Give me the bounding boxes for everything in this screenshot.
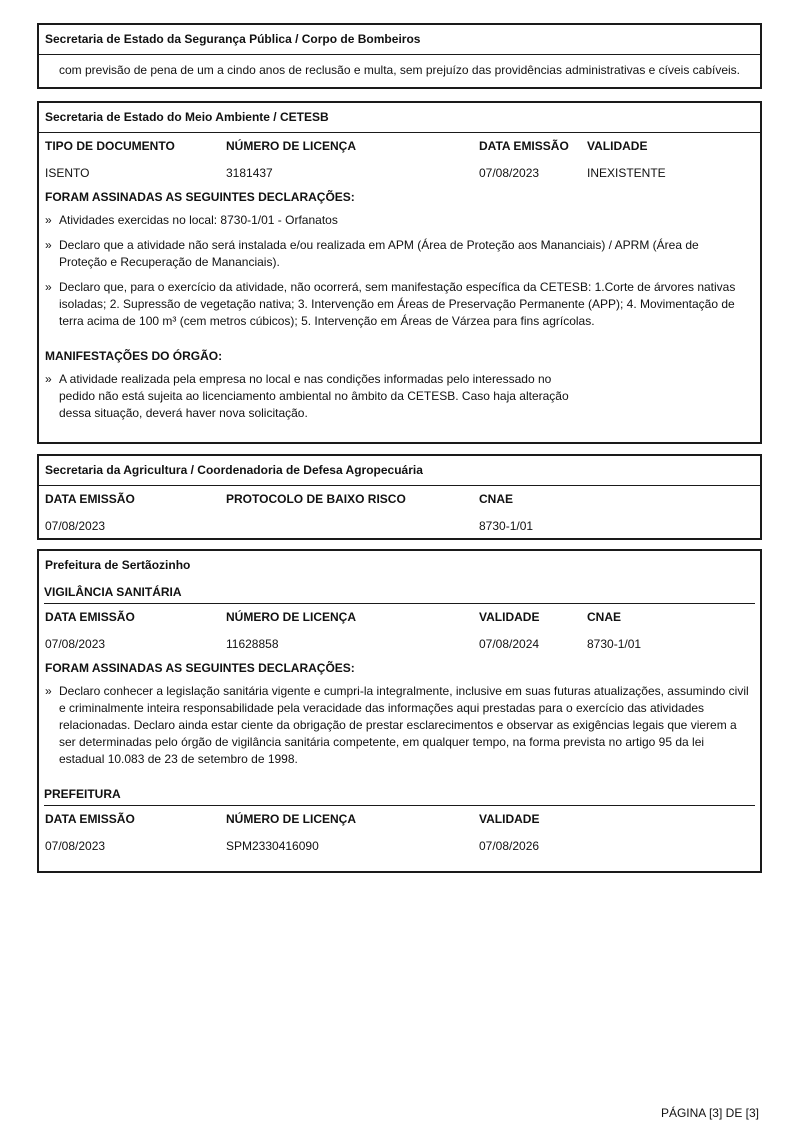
column-header: NÚMERO DE LICENÇA [226, 812, 357, 826]
section-title: Prefeitura de Sertãozinho [45, 558, 191, 572]
declaration-text: Declaro que, para o exercício da atividade, não ocorrerá, sem manifestação específica da CETESB: 1.Corte de árvores nativas isoladas; 2. Supressão de vegetação nativa; 3. Intervenção em Áreas de Preservação Permanente (APP); 4. Movimentação de terra acima de 100 m³ (cem metros cúbicos); 5. Intervenção em Áreas de Várzea para fins agrícolas. [59, 280, 736, 328]
table-header-row [39, 806, 760, 833]
subsection-title: VIGILÂNCIA SANITÁRIA [44, 580, 755, 604]
bullet-icon: » [45, 213, 52, 227]
column-header: VALIDADE [587, 139, 648, 153]
table-cell: 11628858 [226, 637, 279, 651]
bullet-icon: » [45, 238, 52, 252]
list-item [39, 212, 760, 229]
column-header: VALIDADE [479, 610, 540, 624]
table-row [39, 513, 760, 540]
column-header: NÚMERO DE LICENÇA [226, 610, 357, 624]
table-cell: 07/08/2024 [479, 637, 540, 651]
table-cell: 07/08/2023 [45, 637, 106, 651]
column-header: DATA EMISSÃO [479, 139, 569, 153]
bombeiros-section [37, 23, 762, 89]
table-cell: 07/08/2026 [479, 839, 540, 853]
declaration-text: Declaro que a atividade não será instalada e/ou realizada em APM (Área de Proteção aos Mananciais) / APRM (Área de Proteção e Recuperação de Mananciais). [59, 238, 699, 269]
column-header: CNAE [587, 610, 622, 624]
column-header: CNAE [479, 492, 514, 506]
section-title: Secretaria da Agricultura / Coordenadoria de Defesa Agropecuária [39, 456, 760, 486]
table-header-row [39, 604, 760, 631]
section-title: Secretaria de Estado do Meio Ambiente / CETESB [39, 103, 760, 133]
bullet-icon: » [45, 280, 52, 294]
list-item [39, 279, 760, 330]
table-row [39, 631, 760, 658]
declarations-label: FORAM ASSINADAS AS SEGUINTES DECLARAÇÕES: [45, 661, 355, 675]
agricultura-section [37, 454, 762, 540]
bullet-icon: » [45, 372, 52, 386]
column-header: DATA EMISSÃO [45, 812, 135, 826]
list-item [39, 237, 760, 271]
prefeitura-section [37, 549, 762, 873]
column-header: TIPO DE DOCUMENTO [45, 139, 175, 153]
declaration-text: Atividades exercidas no local: 8730-1/01 - Orfanatos [59, 213, 338, 227]
table-cell: 3181437 [226, 166, 273, 180]
page-number: PÁGINA [3] DE [3] [660, 1106, 759, 1120]
table-cell: 07/08/2023 [45, 839, 106, 853]
bombeiros-text: com previsão de pena de um a cindo anos de reclusão e multa, sem prejuízo das providências administrativas e cíveis cabíveis. [59, 63, 741, 77]
table-header-row [39, 133, 760, 160]
cetesb-section [37, 101, 762, 444]
list-item [39, 371, 579, 422]
table-header-row [39, 486, 760, 513]
column-header: PROTOCOLO DE BAIXO RISCO [226, 492, 406, 506]
bullet-icon: » [45, 684, 52, 698]
column-header: VALIDADE [479, 812, 540, 826]
table-cell: INEXISTENTE [587, 166, 666, 180]
subsection-title: PREFEITURA [44, 782, 755, 806]
manifestations-label: MANIFESTAÇÕES DO ÓRGÃO: [45, 349, 223, 363]
table-cell: 07/08/2023 [45, 519, 106, 533]
declarations-label: FORAM ASSINADAS AS SEGUINTES DECLARAÇÕES: [45, 190, 355, 204]
column-header: DATA EMISSÃO [45, 492, 135, 506]
table-cell: SPM2330416090 [226, 839, 319, 853]
table-row [39, 833, 760, 860]
declaration-text: Declaro conhecer a legislação sanitária vigente e cumpri-la integralmente, inclusive em suas futuras atualizações, assumindo civil e criminalmente inteira responsabilidade pela veracidade das informações aqui prestadas para o exercício das atividades relacionadas. Declaro ainda estar ciente da obrigação de prestar esclarecimentos e observar as exigências legais que vierem a ser determinadas pelo órgão de vigilância sanitária competente, em qualquer tempo, na forma prevista no artigo 95 da lei estadual 10.083 de 23 de setembro de 1998. [59, 684, 749, 766]
section-title: Secretaria de Estado da Segurança Pública / Corpo de Bombeiros [39, 25, 760, 55]
table-cell: 8730-1/01 [587, 637, 642, 651]
manifestation-text: A atividade realizada pela empresa no local e nas condições informadas pelo interessado no pedido não está sujeita ao licenciamento ambiental no âmbito da CETESB. Caso haja alteração dessa situação, deverá haver nova solicitação. [59, 372, 569, 420]
table-cell: ISENTO [45, 166, 90, 180]
table-cell: 8730-1/01 [479, 519, 534, 533]
column-header: NÚMERO DE LICENÇA [226, 139, 357, 153]
table-row [39, 160, 760, 187]
table-cell: 07/08/2023 [479, 166, 540, 180]
column-header: DATA EMISSÃO [45, 610, 135, 624]
list-item [39, 683, 760, 768]
